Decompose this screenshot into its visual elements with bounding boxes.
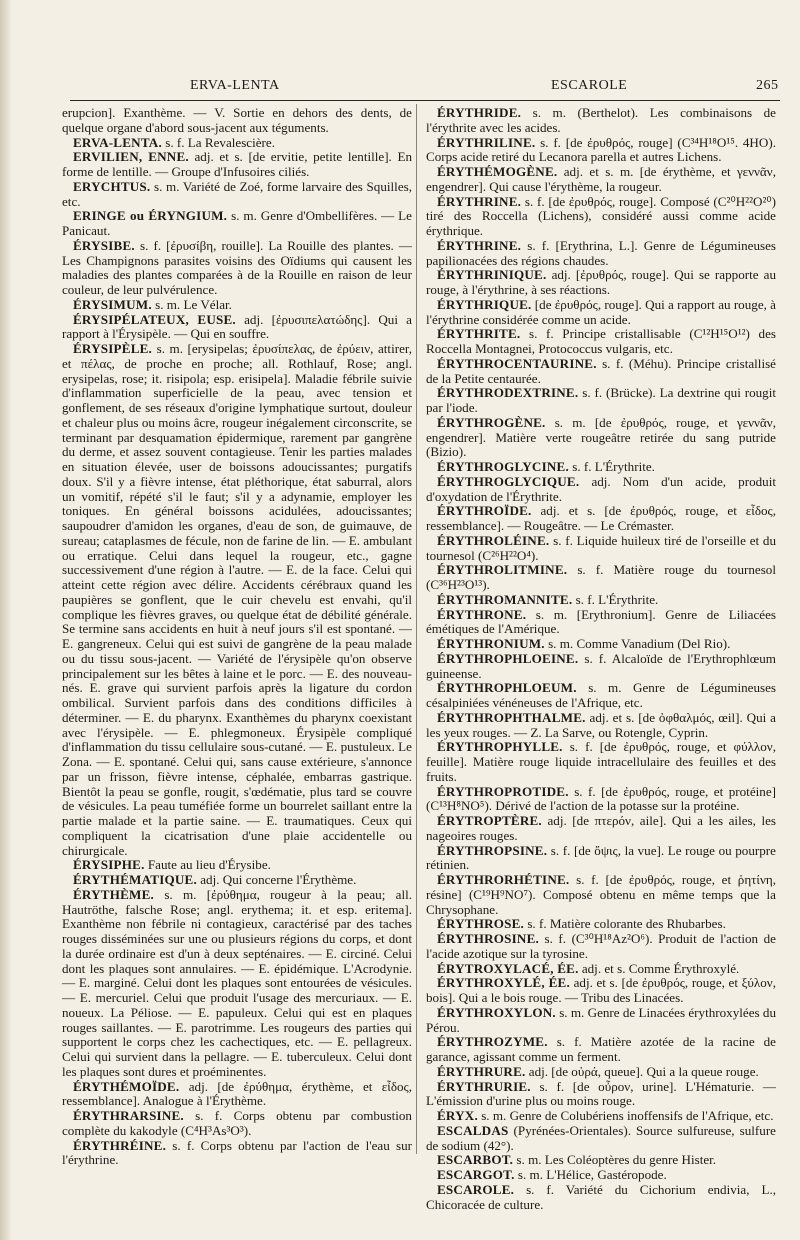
entry-definition: adj. [de πτερόν, aile]. Qui a les ailes, les nageoires rouges. xyxy=(426,813,776,843)
entry-headword: ÉRYTHROPHYLLE. xyxy=(437,739,563,755)
entry-definition: s. m. Genre d'Ombellifères. — Le Panicaut. xyxy=(62,208,412,238)
dictionary-entry xyxy=(62,873,412,888)
entry-definition: Faute au lieu d'Érysibe. xyxy=(147,857,271,873)
entry-headword: ÉRYTHROPHTHALME. xyxy=(437,709,586,725)
entry-headword: ÉRYTHRINE. xyxy=(437,193,522,209)
entry-headword: ÉRYTHROSE. xyxy=(437,916,525,932)
entry-definition: s. m. Comme Vanadium (Del Rio). xyxy=(548,636,731,651)
dictionary-entry xyxy=(426,165,776,195)
entry-definition: s. f. L'Érythrite. xyxy=(575,591,659,607)
entry-definition: s. f. Corps obtenu par combustion complète du kakodyle (C⁴H³As³O³). xyxy=(62,1108,412,1138)
dictionary-entry xyxy=(426,386,776,416)
entry-headword: ÉRYTHROLITMINE. xyxy=(437,562,568,578)
entry-definition: s. m. [Erythronium]. Genre de Liliacées émétiques de l'Amérique. xyxy=(426,606,776,637)
dictionary-entry xyxy=(426,136,776,166)
dictionary-entry xyxy=(426,976,776,1006)
entry-headword: ÉRYTROXYLACÉ, ÉE. xyxy=(437,960,579,976)
entry-definition: adj. et s. [de ἐρυθρός, rouge, et εἶδος, ressemblance]. — Rougeâtre. — Le Crémaster. xyxy=(426,503,776,533)
entry-definition: s. m. Le Vélar. xyxy=(155,296,232,312)
entry-definition: adj. et s. Comme Érythroxylé. xyxy=(581,960,740,976)
dictionary-entry xyxy=(426,1168,776,1183)
entry-definition: s. f. Matière colorante des Rhubarbes. xyxy=(527,916,726,932)
entry-definition: s. f. [Erythrina, L.]. Genre de Légumineuses papilionacées des régions chaudes. xyxy=(426,237,777,268)
dictionary-entry xyxy=(62,342,412,858)
entry-definition: s. m. [ἐρύθημα, rougeur à la peau; all. Hautröthe, falsche Rose; angl. erythema; it. et esp. eritema]. Exanthème non fébrile ni contagieux, caractérisé par des taches rouges disséminées sur une ou plusieurs régions du corps, et dont la durée ordinaire est d'un à deux septénaires. — E. circiné. Celui dont les plaques sont annulaires. — E. épidémique. L'Acrodynie. — E. marginé. Celui dont les plaques sont entourées de vésicules. — E. mercuriel. Celui que produit l'usage des mercuriaux. — E. noueux. La Péliose. — E. papuleux. Celui qui est en plaques rouges saillantes. — E. parotrimme. Les rougeurs des parties qui supportent le corps chez les cachectiques, etc. — E. pellagreux. Celui qui survient dans la pellagre. — E. tuberculeux. Celui dont les plaques sont dures et proéminentes. xyxy=(62,886,412,1079)
entry-definition: s. m. Genre de Légumineuses césalpiniées vénéneuses de l'Afrique, etc. xyxy=(426,680,777,710)
entry-headword: ERVA-LENTA. xyxy=(73,134,162,150)
entry-headword: ÉRYSIBE. xyxy=(73,237,135,253)
header-rule xyxy=(70,100,780,101)
entry-headword: ÉRYTHROPROTIDE. xyxy=(437,783,569,799)
entry-headword: ÉRYSIPÉLATEUX, EUSE. xyxy=(73,311,236,327)
dictionary-entry xyxy=(426,106,776,136)
dictionary-entry xyxy=(426,814,776,844)
entry-definition: s. f. [de ἐρυθρός, rouge, et ῥητίνη, résine] (C¹⁹H⁹NO⁷). Composé obtenu en même temps que la Chrysophane. xyxy=(426,872,776,917)
dictionary-entry xyxy=(426,195,776,239)
entry-headword: ÉRYTHÉMOÏDE. xyxy=(73,1078,180,1094)
entry-definition: adj. et s. m. [de érythème, et γεννᾶν, engendrer]. Qui cause l'érythème, la rougeur. xyxy=(426,164,776,194)
entry-headword: ÉRYTHRINE. xyxy=(437,237,522,253)
entry-headword: ESCALDAS xyxy=(437,1122,509,1138)
entry-headword: ÉRYTHROCENTAURINE. xyxy=(437,355,597,371)
entry-definition: s. f. Matière azotée de la racine de garance, agissant comme un ferment. xyxy=(426,1034,776,1064)
entry-definition: adj. et s. [de ἐρυθρός, rouge, et ξύλον, bois]. Qui a le bois rouge. — Tribu des Linacées. xyxy=(426,975,777,1005)
page-spine-shadow xyxy=(0,0,12,1240)
dictionary-entry xyxy=(426,563,776,593)
running-header xyxy=(0,78,800,98)
entry-definition: s. m. Genre de Linacées érythroxylées du Pérou. xyxy=(426,1004,776,1035)
dictionary-entry xyxy=(426,844,776,874)
entry-definition: s. f. Principe cristallisable (C¹²H¹⁵O¹²) des Roccella Montagnei, Protococcus vulgaris, etc. xyxy=(426,326,776,356)
entry-definition: s. f. [ἐρυσίβη, rouille]. La Rouille des plantes. — Les Champignons parasites voisins des Oïdiums qui causent les maladies des plantes comparées à de la Rouille en raison de leur couleur, de leur pulvérulence. xyxy=(62,237,413,297)
entry-headword: ÉRYTHRURIE. xyxy=(437,1078,531,1094)
entry-headword: ÉRYTHRORHÉTINE. xyxy=(437,872,570,887)
entry-headword: ÉRYTHROSINE. xyxy=(437,931,539,946)
entry-headword: ÉRYTHROGLYCIQUE. xyxy=(437,473,580,489)
dictionary-entry xyxy=(426,637,776,652)
dictionary-entry xyxy=(426,593,776,608)
dictionary-entry xyxy=(426,475,776,505)
entry-definition: s. f. [de οὖρον, urine]. L'Hématurie. — L'émission d'urine plus ou moins rouge. xyxy=(426,1078,776,1109)
dictionary-entry xyxy=(426,268,776,298)
entry-headword: ÉRYSIMUM. xyxy=(73,296,152,312)
dictionary-entry xyxy=(426,962,776,977)
entry-definition: s. m. Variété de Zoé, forme larvaire des Squilles, etc. xyxy=(62,178,412,209)
dictionary-entry xyxy=(62,150,412,180)
entry-definition: s. f. (C³⁰H¹⁸Az²O⁶). Produit de l'action de l'acide azotique sur la tyrosine. xyxy=(426,931,776,961)
entry-definition: s. f. L'Érythrite. xyxy=(572,459,655,474)
entry-definition: adj. et s. [de ὀφθαλμός, œil]. Qui a les yeux rouges. — Z. La Sarve, ou Rotengle, Cyprin. xyxy=(426,709,776,740)
entry-definition: [de ἐρυθρός, rouge]. Qui a rapport au rouge, à l'érythrine considérée comme un acide. xyxy=(426,296,776,327)
entry-headword: ÉRYTHROMANNITE. xyxy=(437,591,573,607)
dictionary-entry xyxy=(426,932,776,962)
entry-headword: ERINGE ou ÉRYNGIUM. xyxy=(73,208,228,224)
dictionary-entry xyxy=(426,239,776,269)
entry-headword: ERYCHTUS. xyxy=(73,178,151,194)
entry-definition: s. f. (Brücke). La dextrine qui rougit par l'iode. xyxy=(426,385,776,415)
dictionary-entry xyxy=(426,357,776,387)
entry-headword: ÉRYTHÉMOGÈNE. xyxy=(437,164,558,179)
dictionary-entry xyxy=(426,534,776,564)
right-column xyxy=(426,106,776,1212)
entry-headword: ÉRYTHRINIQUE. xyxy=(437,267,547,283)
entry-headword: ÉRYTHROPHLOEINE. xyxy=(437,650,579,666)
dictionary-entry xyxy=(62,239,412,298)
entry-definition: adj. Qui concerne l'Érythème. xyxy=(200,872,357,887)
entry-definition: s. f. Alcaloïde de l'Erythrophlœum guineense. xyxy=(426,650,776,681)
entry-headword: ÉRYTHROXYLON. xyxy=(437,1004,556,1020)
dictionary-entry xyxy=(426,1153,776,1168)
dictionary-entry xyxy=(426,917,776,932)
entry-headword: ÉRYTHROLÉINE. xyxy=(437,532,550,548)
entry-headword: ÉRYTHRONIUM. xyxy=(437,636,545,651)
dictionary-entry xyxy=(426,1065,776,1080)
entry-headword: ÉRYTHRÉINE. xyxy=(73,1137,167,1153)
entry-headword: ÉRYTROPTÈRE. xyxy=(437,813,542,828)
dictionary-entry xyxy=(426,298,776,328)
dictionary-entry xyxy=(426,504,776,534)
entry-headword: ÉRYTHROPHLOEUM. xyxy=(437,680,577,696)
dictionary-entry xyxy=(426,1109,776,1124)
entry-definition: adj. et s. [de ervitie, petite lentille]. En forme de lentille. — Groupe d'Infusoires ciliés. xyxy=(62,149,412,179)
entry-headword: ÉRYTHRONE. xyxy=(437,606,527,622)
dictionary-entry xyxy=(62,136,412,151)
entry-headword: ÉRYTHROXYLÉ, ÉE. xyxy=(437,975,570,991)
dictionary-entry xyxy=(426,1006,776,1036)
page-number: 265 xyxy=(756,78,779,93)
entry-headword: ÉRYTHROGÈNE. xyxy=(437,414,546,430)
entry-headword: ERVILIEN, ENNE. xyxy=(73,149,189,165)
dictionary-entry xyxy=(426,416,776,460)
dictionary-entry xyxy=(62,888,412,1080)
entry-definition: s. m. Genre de Colubériens inoffensifs de l'Afrique, etc. xyxy=(481,1108,774,1123)
entry-definition: s. f. La Revalescière. xyxy=(165,134,276,150)
entry-headword: ESCAROLE. xyxy=(437,1181,515,1197)
entry-headword: ÉRYSIPHE. xyxy=(73,857,145,873)
dictionary-entry xyxy=(426,1183,776,1213)
entry-headword: ÉRYTHÈME. xyxy=(73,886,155,902)
entry-definition: adj. [de ἐρύθημα, érythème, et εἶδος, ressemblance]. Analogue à l'Érythème. xyxy=(62,1078,412,1109)
entry-definition: s. m. Les Coléoptères du genre Hister. xyxy=(516,1152,717,1168)
dictionary-entry xyxy=(426,608,776,638)
dictionary-entry xyxy=(62,106,412,136)
entry-definition: erupcion]. Exanthème. — V. Sortie en dehors des dents, de quelque organe d'abord sous-jacent aux téguments. xyxy=(62,105,412,135)
entry-definition: s. m. (Berthelot). Les combinaisons de l'érythrite avec les acides. xyxy=(426,105,776,135)
dictionary-entry xyxy=(62,298,412,313)
entry-definition: adj. [ἐρυσιπελατώδης]. Qui a rapport à l'Érysipèle. — Qui en souffre. xyxy=(62,311,412,342)
entry-definition: (Pyrénées-Orientales). Source sulfureuse, sulfure de sodium (42°). xyxy=(426,1122,776,1153)
header-left-guide-word: ERVA-LENTA xyxy=(190,78,280,93)
entry-headword: ÉRYX. xyxy=(437,1108,478,1123)
dictionary-entry xyxy=(426,1124,776,1154)
entry-definition: s. m. [de ἐρυθρός, rouge, et γεννᾶν, engendrer]. Matière verte rougeâtre retirée du sang putride (Bizio). xyxy=(426,414,776,460)
dictionary-entry xyxy=(62,858,412,873)
dictionary-entry xyxy=(426,873,776,917)
entry-definition: s. f. Matière rouge du tournesol (C³⁶H²³O¹³). xyxy=(426,562,776,592)
dictionary-entry xyxy=(426,652,776,682)
entry-definition: adj. [ἐρυθρός, rouge]. Qui se rapporte au rouge, à l'érythrine, à ses réactions. xyxy=(426,267,776,297)
dictionary-entry xyxy=(62,1080,412,1110)
dictionary-entry xyxy=(426,1080,776,1110)
entry-headword: ÉRYTHROZYME. xyxy=(437,1034,548,1050)
entry-definition: s. f. [de ἐρυθρός, rouge, et protéine] (C¹³H⁸NO⁵). Dérivé de l'action de la potasse sur la protéine. xyxy=(426,783,776,814)
entry-definition: s. f. [de ἐρυθρός, rouge, et φύλλον, feuille]. Matière rouge liquide intracellulaire des feuilles et des fruits. xyxy=(426,739,776,784)
entry-definition: s. f. (Méhu). Principe cristallisé de la Petite centaurée. xyxy=(426,355,776,386)
entry-headword: ÉRYTHRURE. xyxy=(437,1063,526,1079)
dictionary-entry xyxy=(426,1035,776,1065)
entry-definition: s. f. Variété du Cichorium endivia, L., Chicoracée de culture. xyxy=(426,1181,776,1212)
entry-definition: adj. Nom d'un acide, produit d'oxydation de l'Érythrite. xyxy=(426,473,776,504)
entry-headword: ÉRYTHRODEXTRINE. xyxy=(437,385,579,401)
entry-definition: adj. [de οὐρά, queue]. Qui a la queue rouge. xyxy=(528,1063,759,1079)
entry-definition: s. m. L'Hélice, Gastéropode. xyxy=(517,1167,667,1182)
entry-definition: s. f. [de ὄψις, la vue]. Le rouge ou pourpre rétinien. xyxy=(426,842,776,873)
entry-headword: ÉRYTHRIQUE. xyxy=(437,296,532,312)
dictionary-entry xyxy=(62,313,412,343)
entry-headword: ÉRYTHROPSINE. xyxy=(437,842,548,858)
entry-headword: ÉRYTHÉMATIQUE. xyxy=(73,872,197,887)
entry-headword: ÉRYTHRILINE. xyxy=(437,134,536,150)
entry-headword: ÉRYTHROÏDE. xyxy=(437,503,532,519)
header-right-guide-word: ESCAROLE xyxy=(551,78,628,93)
dictionary-entry xyxy=(62,1109,412,1139)
dictionary-entry xyxy=(426,740,776,784)
entry-headword: ÉRYTHRIDE. xyxy=(437,105,522,120)
entry-definition: s. m. [erysipelas; ἐρυσίπελας, de ἐρύειν, attirer, et πέλας, de proche en proche; all. Rothlauf, Rose; angl. erysipelas, rose; it. risipola; esp. erisipela]. Maladie fébrile suivie d'inflammation superficielle de la peau, avec tension et gonflement, de ses réseaux d'origine lymphatique surtout, douleur et chaleur plus ou moins âcre, rougeur inégalement circonscrite, se terminant par desquamation épidermique, rarement par gangrène du derme, et assez souvent contagieuse. Tenir les parties malades en situation élevée, user de boissons adoucissantes; purgatifs doux. S'il y a fièvre intense, état pléthorique, état saburral, alors un vomitif, répété s'il le faut; s'il y a adynamie, employer les toniques. En général boissons acidulées, adoucissantes; saupoudrer d'amidon les organes, d'eau de son, de guimauve, de sureau; cataplasmes de fécule, non de farine de lin. — E. ambulant ou erratique. Celui dans lequel la rougeur, etc., gagne successivement d'une région à l'autre. — E. de la face. Celui qui atteint cette région avec délire. Accidents cérébraux quand les paupières se gonflent, que le cuir chevelu est envahi, qu'il complique les fièvres graves, ou quelque état de débilité générale. Se termine sans accidents en huit à neuf jours s'il est spontané. — E. gangreneux. Celui qui est suivi de gangrène de la peau malade ou du tissu sous-jacent. — Variété de l'érysipèle qu'on observe principalement sur les bêtes à laine et le porc. — E. des nouveau-nés. E. grave qui survient parfois après la ligature du cordon ombilical. Survient parfois dans des conditions difficiles à déterminer. — E. du pharynx. Exanthèmes du pharynx coexistant avec l'érysipèle. — E. phlegmoneux. Érysipèle compliqué d'inflammation du tissu cellulaire sous-cutané. — E. pustuleux. Le Zona. — E. spontané. Celui qui, sans cause extérieure, s'annonce par un frisson, fièvre intense, céphalée, embarras gastrique. Bientôt la peau se gonfle, rougit, s'œdématie, plus tard se couvre de vésicules. La peau tuméfiée forme un bourrelet saillant entre la partie malade et la partie saine. — E. traumatiques. Ceux qui compliquent la cicatrisation d'une plaie accidentelle ou chirurgicale. xyxy=(62,341,412,858)
left-column xyxy=(62,106,412,1168)
entry-headword: ÉRYSIPÈLE. xyxy=(73,341,153,356)
entry-definition: s. f. [de ἐρυθρός, rouge]. Composé (C²⁰H²²O²⁰) tiré des Roccella (Lichens), considéré aussi comme acide érythrique. xyxy=(426,193,776,238)
entry-headword: ÉRYTHROGLYCINE. xyxy=(437,459,569,474)
entry-headword: ESCARBOT. xyxy=(437,1152,514,1168)
dictionary-entry xyxy=(426,681,776,711)
dictionary-entry xyxy=(426,327,776,357)
dictionary-entry xyxy=(62,180,412,210)
entry-headword: ESCARGOT. xyxy=(437,1167,515,1182)
entry-definition: s. f. Corps obtenu par l'action de l'eau sur l'érythrine. xyxy=(62,1137,412,1168)
entry-definition: s. f. [de ἐρυθρός, rouge] (C³⁴H¹⁸O¹⁵. 4HO). Corps acide retiré du Lecanora parella et autres Lichens. xyxy=(426,134,776,165)
column-divider xyxy=(416,104,417,1154)
entry-definition: s. f. Liquide huileux tiré de l'orseille et du tournesol (C²⁶H²²O⁴). xyxy=(426,532,776,563)
dictionary-entry xyxy=(62,209,412,239)
entry-headword: ÉRYTHRITE. xyxy=(437,326,521,342)
dictionary-entry xyxy=(426,785,776,815)
entry-headword: ÉRYTHRARSINE. xyxy=(73,1108,184,1123)
dictionary-entry xyxy=(426,711,776,741)
dictionary-entry xyxy=(62,1139,412,1169)
dictionary-entry xyxy=(426,460,776,475)
